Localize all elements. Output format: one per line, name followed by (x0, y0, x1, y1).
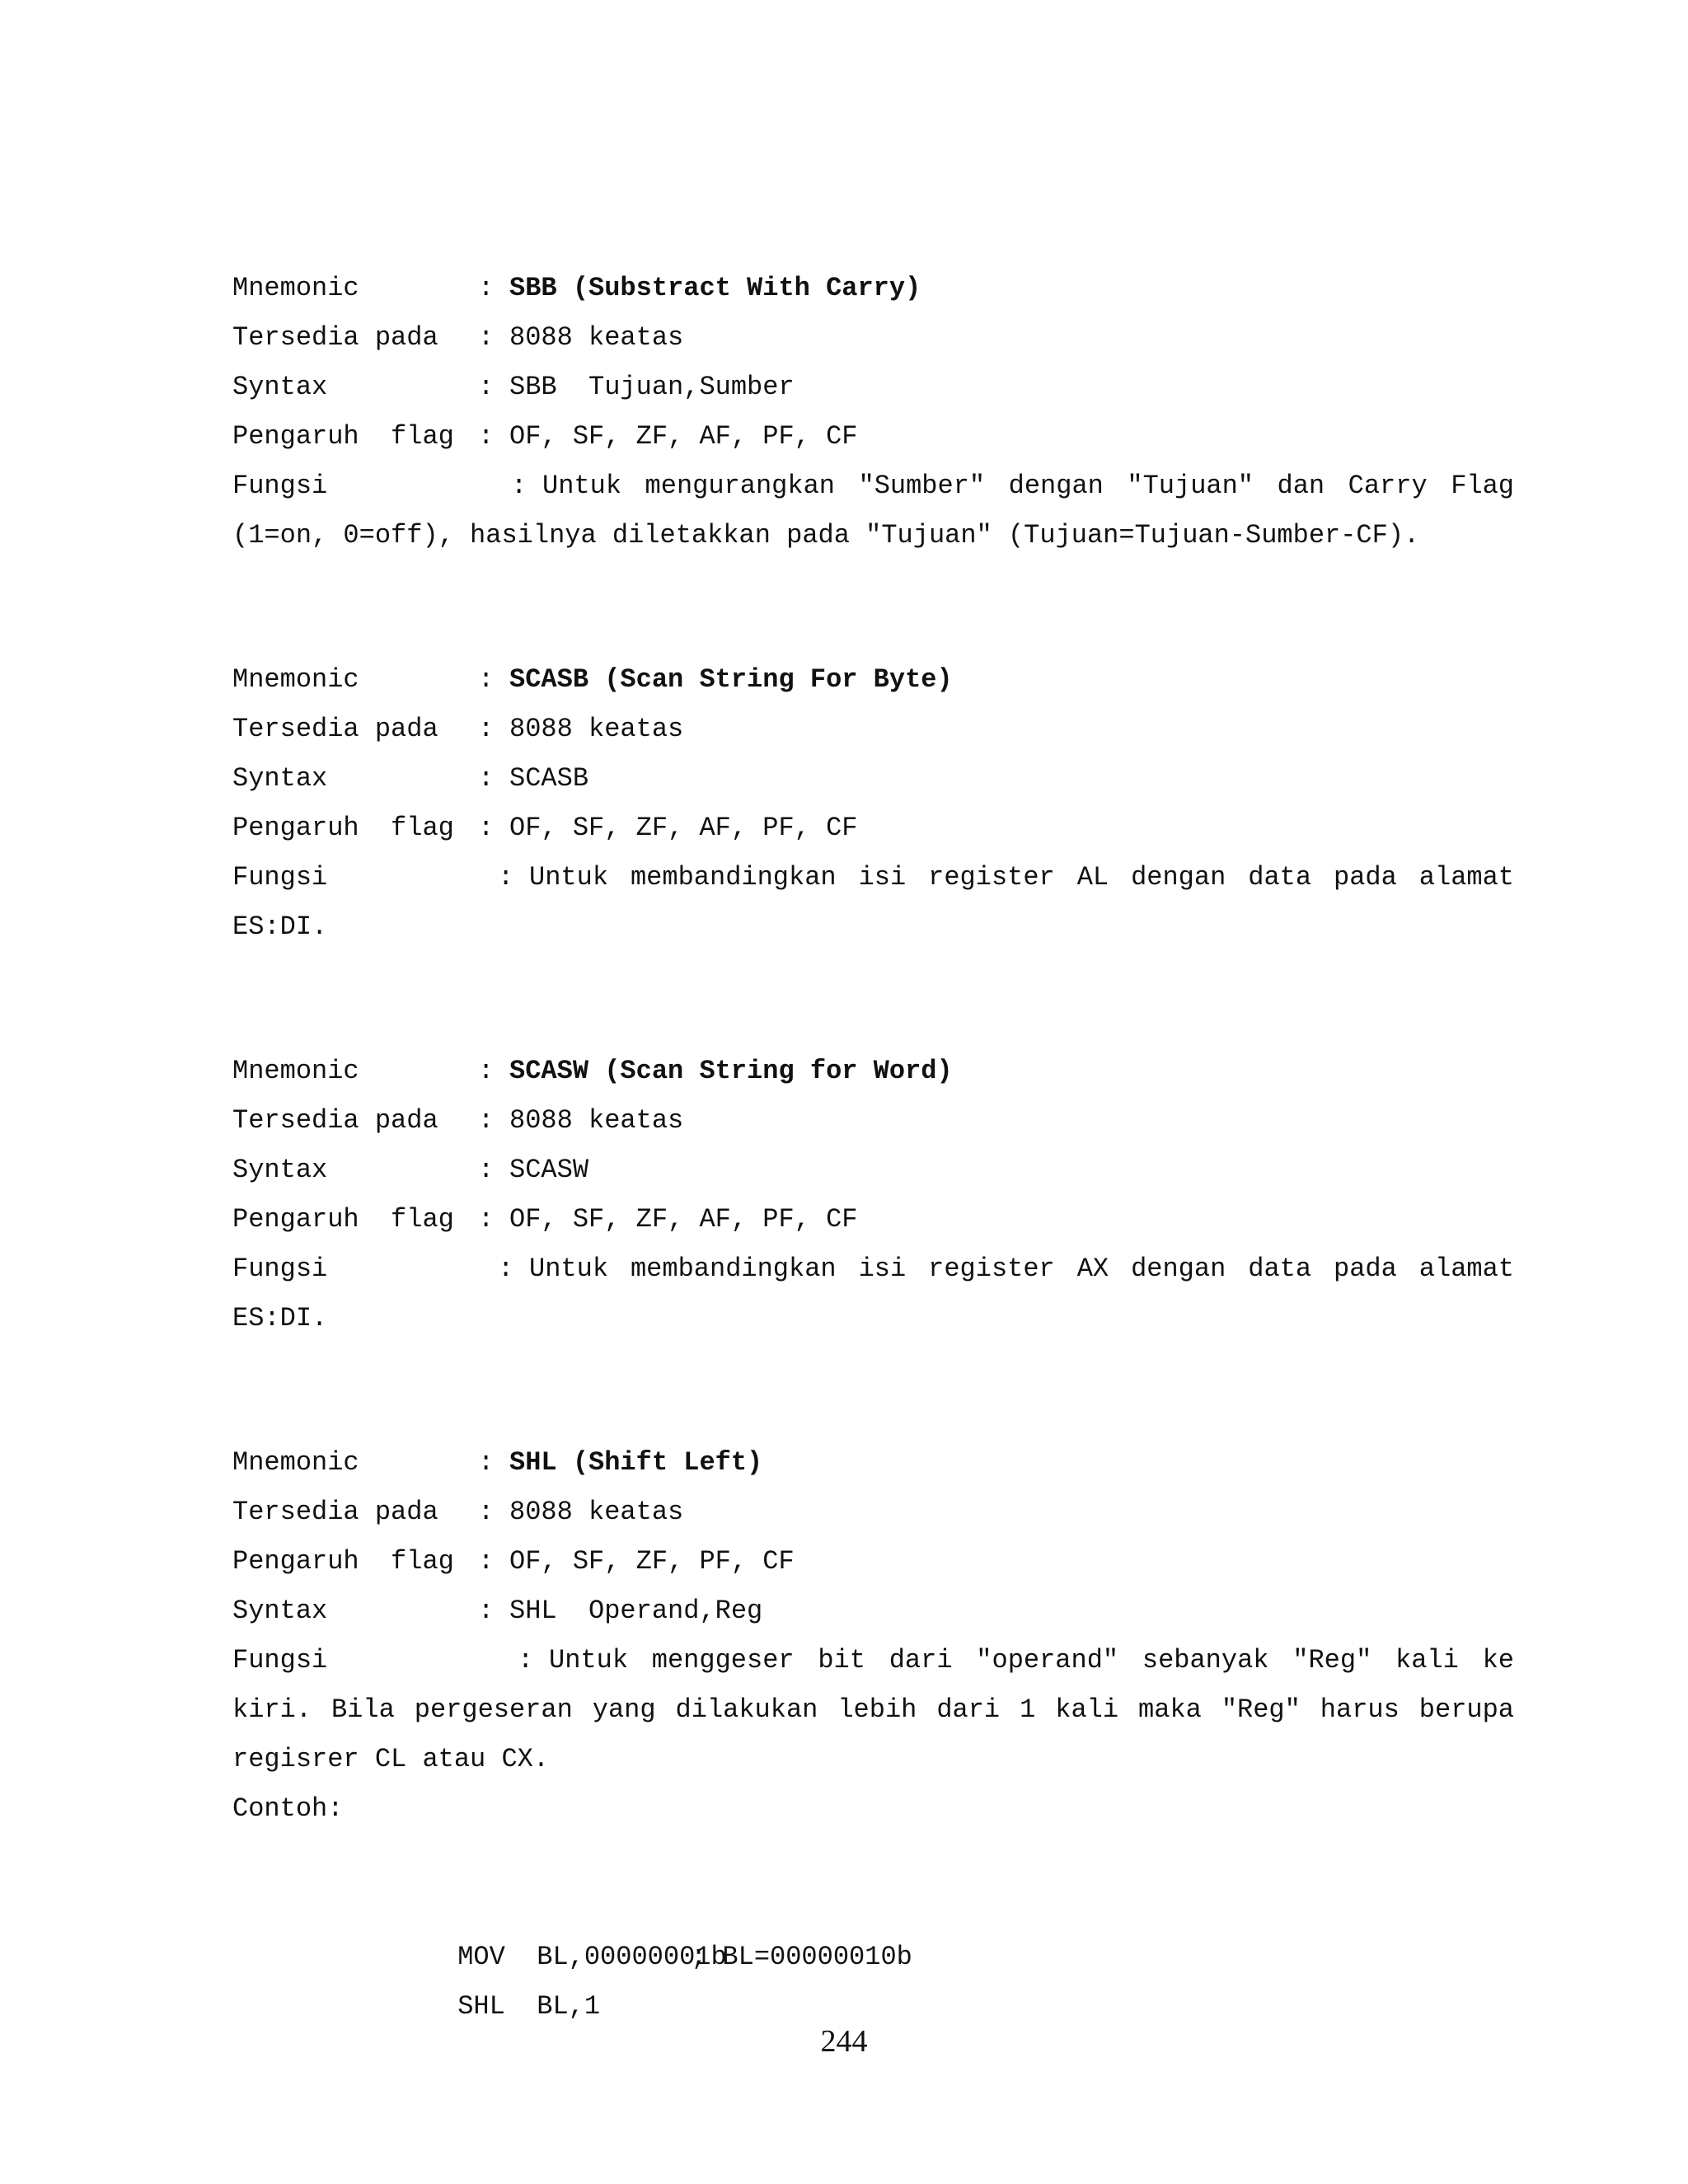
tersedia-row (232, 705, 684, 754)
syntax-label: Syntax (232, 1596, 328, 1626)
flag-row (232, 1195, 858, 1244)
tersedia-row (232, 1488, 684, 1537)
colon: : (498, 1254, 514, 1284)
colon: : (478, 322, 495, 353)
flag-value: OF, SF, ZF, PF, CF (509, 1546, 795, 1577)
colon: : (478, 372, 495, 402)
tersedia-value: 8088 keatas (509, 322, 684, 353)
fungsi-row (232, 1636, 1514, 1685)
tersedia-value: 8088 keatas (509, 1497, 684, 1527)
colon: : (498, 862, 514, 893)
flag-label: Pengaruh flag (232, 1204, 454, 1235)
colon: : (478, 273, 495, 303)
fungsi-continuation: (1=on, 0=off), hasilnya diletakkan pada "Tujuan" (Tujuan=Tujuan-Sumber-CF). (232, 520, 1420, 551)
mnemonic-value: SBB (Substract With Carry) (509, 273, 921, 303)
colon: : (518, 1645, 534, 1675)
colon: : (478, 1447, 495, 1478)
syntax-row (232, 754, 589, 804)
syntax-label: Syntax (232, 1155, 328, 1185)
flag-row (232, 804, 858, 853)
fungsi-text-line1: Untuk membandingkan isi register AX dengan data pada alamat (529, 1254, 1514, 1284)
tersedia-label: Tersedia pada (232, 322, 438, 353)
mnemonic-value: SHL (Shift Left) (509, 1447, 763, 1478)
fungsi-label: Fungsi (232, 862, 328, 893)
flag-row (232, 1537, 795, 1586)
tersedia-label: Tersedia pada (232, 714, 438, 744)
fungsi-label: Fungsi (232, 1645, 328, 1675)
entry-sbb (0, 0, 1688, 551)
flag-value: OF, SF, ZF, AF, PF, CF (509, 421, 858, 452)
colon: : (478, 1204, 495, 1235)
colon: : (478, 421, 495, 452)
fungsi-row (232, 1244, 1514, 1294)
mnemonic-label: Mnemonic (232, 273, 359, 303)
syntax-value: SHL Operand,Reg (509, 1596, 763, 1626)
page-number: 244 (820, 2024, 868, 2059)
colon: : (478, 664, 495, 695)
syntax-value: SCASW (509, 1155, 589, 1185)
fungsi-text-line2: kiri. Bila pergeseran yang dilakukan lebih dari 1 kali maka "Reg" harus berupa (232, 1694, 1514, 1725)
syntax-row (232, 363, 795, 412)
mnemonic-value: SCASB (Scan String For Byte) (509, 664, 953, 695)
code-comment: ; BL=00000010b (691, 1942, 912, 1972)
mnemonic-row (232, 655, 953, 705)
colon: : (478, 1155, 495, 1185)
tersedia-value: 8088 keatas (509, 714, 684, 744)
tersedia-label: Tersedia pada (232, 1105, 438, 1136)
mnemonic-label: Mnemonic (232, 1447, 359, 1478)
code-instruction: SHL BL,1 (457, 1991, 601, 2022)
colon: : (478, 1546, 495, 1577)
fungsi-continuation-end: regisrer CL atau CX. (232, 1744, 550, 1774)
flag-value: OF, SF, ZF, AF, PF, CF (509, 813, 858, 843)
mnemonic-row (232, 1047, 953, 1096)
flag-label: Pengaruh flag (232, 813, 454, 843)
syntax-label: Syntax (232, 372, 328, 402)
fungsi-continuation: ES:DI. (232, 1303, 328, 1333)
mnemonic-label: Mnemonic (232, 1056, 359, 1086)
fungsi-text-line1: Untuk mengurangkan "Sumber" dengan "Tujuan" dan Carry Flag (542, 471, 1514, 501)
fungsi-text-line1: Untuk membandingkan isi register AL dengan data pada alamat (529, 862, 1514, 893)
fungsi-row (232, 462, 1514, 511)
tersedia-value: 8088 keatas (509, 1105, 684, 1136)
flag-row (232, 412, 858, 462)
mnemonic-row (232, 1438, 763, 1488)
mnemonic-label: Mnemonic (232, 664, 359, 695)
fungsi-row (232, 853, 1514, 902)
flag-label: Pengaruh flag (232, 421, 454, 452)
code-instruction: MOV BL,00000001b (457, 1942, 727, 1972)
syntax-value: SBB Tujuan,Sumber (509, 372, 795, 402)
colon: : (478, 714, 495, 744)
fungsi-continuation (232, 1685, 1514, 1735)
syntax-row (232, 1586, 763, 1636)
colon: : (478, 1105, 495, 1136)
fungsi-text-line1: Untuk menggeser bit dari "operand" sebanyak "Reg" kali ke (549, 1645, 1514, 1675)
contoh-label: Contoh: (232, 1793, 344, 1824)
mnemonic-value: SCASW (Scan String for Word) (509, 1056, 953, 1086)
flag-value: OF, SF, ZF, AF, PF, CF (509, 1204, 858, 1235)
mnemonic-row (232, 264, 921, 313)
colon: : (478, 1497, 495, 1527)
fungsi-continuation: ES:DI. (232, 912, 328, 942)
colon: : (478, 813, 495, 843)
colon: : (478, 763, 495, 794)
syntax-row (232, 1146, 589, 1195)
colon: : (478, 1056, 495, 1086)
fungsi-label: Fungsi (232, 1254, 328, 1284)
tersedia-label: Tersedia pada (232, 1497, 438, 1527)
flag-label: Pengaruh flag (232, 1546, 454, 1577)
tersedia-row (232, 313, 684, 363)
tersedia-row (232, 1096, 684, 1146)
fungsi-label: Fungsi (232, 471, 328, 501)
syntax-value: SCASB (509, 763, 589, 794)
syntax-label: Syntax (232, 763, 328, 794)
colon: : (478, 1596, 495, 1626)
colon: : (511, 471, 528, 501)
